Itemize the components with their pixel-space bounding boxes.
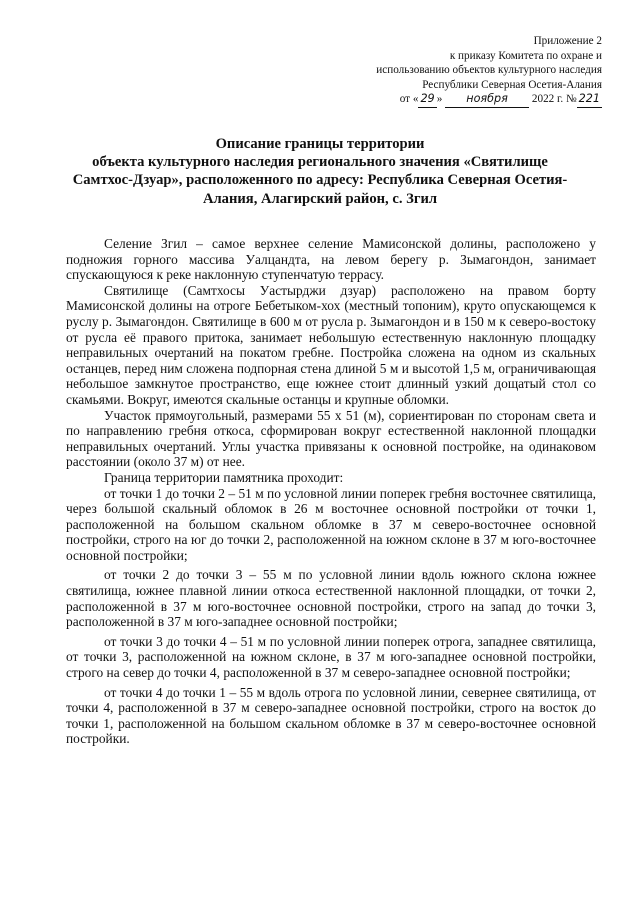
republic-name: Республики Северная Осетия-Алания (422, 78, 602, 91)
date-mid: » (436, 93, 443, 106)
appendix-header (376, 34, 602, 108)
paragraph-boundary-3-4: от точки 3 до точки 4 – 51 м по условной линии поперек отрога, западнее святилища, от точки 3, расположенной на южном склоне, в 37 м юго-западнее основной постройки, строго на север до точки 4, расположенной в 37 м северо-западнее основной постройки; (66, 633, 596, 681)
handwritten-number: 221 (577, 92, 602, 108)
title-line-4: Алания, Алагирский район, с. Згил (202, 190, 438, 207)
paragraph-settlement: Селение Згил – самое верхнее селение Мамисонской долины, расположено у подножия горного массива Уалцандта, на левом берегу р. Зымагондон, занимает спускающуюся к реке наклонную ступенчатую террасу. (66, 236, 596, 283)
handwritten-day: 29 (418, 92, 436, 108)
title-line-1: Описание границы территории (215, 136, 425, 152)
paragraph-sanctuary: Святилище (Самтхосы Уастырджи дзуар) расположено на правом борту Мамисонской долины на отроге Бебетыком-хох (местный топоним), круто опускающемся к руслу р. Зымагондон. Святилище в 600 м от русла р. Зымагондон и в 150 м к северо-востоку от русла её правого притока, занимает небольшую естественную наклонную площадку неправильных очертаний на покатом гребне. Постройка сложена на одном из скальных останцев, перед ним сложена подпорная стена длиной 5 м и высотой 1,5 м, ограничивающая небольшое замкнутое пространство, еще южнее стоит длинный узкий дощатый стол со скамьями. Вокруг, имеются скальные останцы и крупные обломки. (66, 282, 596, 407)
document-body (66, 236, 596, 747)
paragraph-boundary-4-1: от точки 4 до точки 1 – 55 м вдоль отрога по условной линии, севернее святилища, от точки 4, расположенной в 37 м северо-западнее основной постройки, строго на восток до точки 1, расположенной на большом скальном обломке в 37 м северо-восточнее основной постройки. (66, 684, 596, 747)
title-line-3: Самтхос-Дзуар», расположенного по адресу: Республика Северная Осетия- (72, 172, 568, 189)
appendix-label: Приложение 2 (533, 35, 602, 47)
paragraph-plot: Участок прямоугольный, размерами 55 х 51 (м), сориентирован по сторонам света и по направлению гребня откоса, сформирован вокруг естественной наклонной площадки неправильных очертаний. Углы участка привязаны к основной постройке, на одинаковом расстоянии (около 37 м) от нее. (66, 407, 596, 470)
document-title (40, 135, 600, 208)
paragraph-boundary-2-3: от точки 2 до точки 3 – 55 м по условной линии вдоль южного склона южнее святилища, южнее плавной линии откоса естественной наклонной площадки, от точки 2, расположенной в 37 м юго-восточнее основной постройки, строго на запад до точки 3, расположенной в 37 м юго-западнее основной постройки; (66, 567, 596, 630)
date-prefix: от « (399, 93, 419, 106)
order-reference: к приказу Комитета по охране и (449, 49, 602, 62)
committee-name: использованию объектов культурного наследия (376, 64, 602, 77)
title-line-2: объекта культурного наследия регионального значения «Святилище (92, 154, 548, 171)
paragraph-boundary-1-2: от точки 1 до точки 2 – 51 м по условной линии поперек гребня восточнее святилища, через большой скальный обломок в 26 м восточнее основной постройки от точки 1, расположенной на большом скальном обломке в 37 м северо-восточнее основной постройки, строго на юг до точки 2, расположенной на южном склоне в 37 м юго-восточнее основной постройки; (66, 485, 596, 563)
date-year: 2022 г. № (531, 93, 577, 106)
handwritten-month: ноября (445, 92, 529, 108)
order-date-line (376, 92, 602, 108)
paragraph-boundary-intro: Граница территории памятника проходит: (104, 469, 344, 485)
